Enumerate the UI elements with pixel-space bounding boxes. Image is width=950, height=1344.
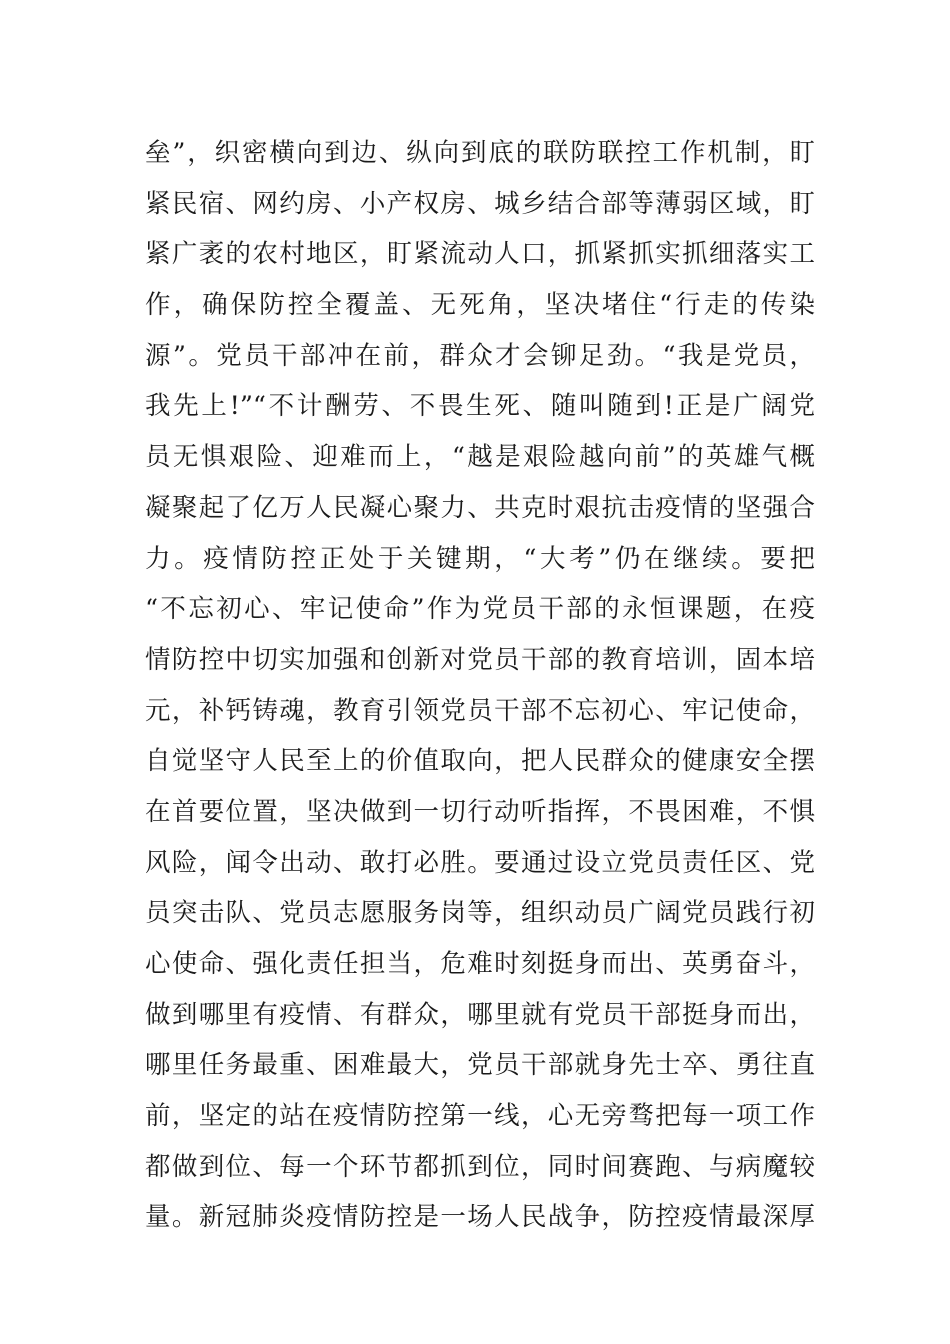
text-line: 自觉坚守人民至上的价值取向，把人民群众的健康安全摆 [145, 746, 815, 777]
text-line: 在首要位置，坚决做到一切行动听指挥，不畏困难，不惧 [145, 796, 815, 827]
text-line: 风险，闻令出动、敢打必胜。要通过设立党员责任区、党 [145, 847, 815, 878]
text-line: 量。新冠肺炎疫情防控是一场人民战争，防控疫情最深厚 [145, 1202, 815, 1233]
text-line: 哪里任务最重、困难最大，党员干部就身先士卒、勇往直 [145, 1050, 815, 1081]
text-line: 我先上!”“不计酬劳、不畏生死、随叫随到!正是广阔党 [145, 391, 815, 422]
text-line: 作，确保防控全覆盖、无死角，坚决堵住“行走的传染 [145, 290, 815, 321]
text-line: “不忘初心、牢记使命”作为党员干部的永恒课题，在疫 [145, 594, 815, 625]
text-line: 紧民宿、网约房、小产权房、城乡结合部等薄弱区域，盯 [145, 188, 815, 219]
text-line: 情防控中切实加强和创新对党员干部的教育培训，固本培 [145, 644, 815, 675]
text-line: 做到哪里有疫情、有群众，哪里就有党员干部挺身而出， [145, 999, 815, 1030]
text-line: 力。疫情防控正处于关键期，“大考”仍在继续。要把 [145, 543, 815, 574]
text-line: 源”。党员干部冲在前，群众才会铆足劲。“我是党员， [145, 340, 815, 371]
text-line: 凝聚起了亿万人民凝心聚力、共克时艰抗击疫情的坚强合 [145, 492, 815, 523]
text-line: 都做到位、每一个环节都抓到位，同时间赛跑、与病魔较 [145, 1151, 815, 1182]
text-line: 员突击队、党员志愿服务岗等，组织动员广阔党员践行初 [145, 898, 815, 929]
body-paragraph [145, 128, 815, 1243]
text-line: 员无惧艰险、迎难而上，“越是艰险越向前”的英雄气概 [145, 442, 815, 473]
text-line: 元，补钙铸魂，教育引领党员干部不忘初心、牢记使命， [145, 695, 815, 726]
text-line: 心使命、强化责任担当，危难时刻挺身而出、英勇奋斗， [145, 949, 815, 979]
text-line: 紧广袤的农村地区，盯紧流动人口，抓紧抓实抓细落实工 [145, 239, 815, 270]
text-line: 垒”，织密横向到边、纵向到底的联防联控工作机制，盯 [145, 138, 815, 168]
text-line: 前，坚定的站在疫情防控第一线，心无旁骛把每一项工作 [145, 1101, 815, 1132]
